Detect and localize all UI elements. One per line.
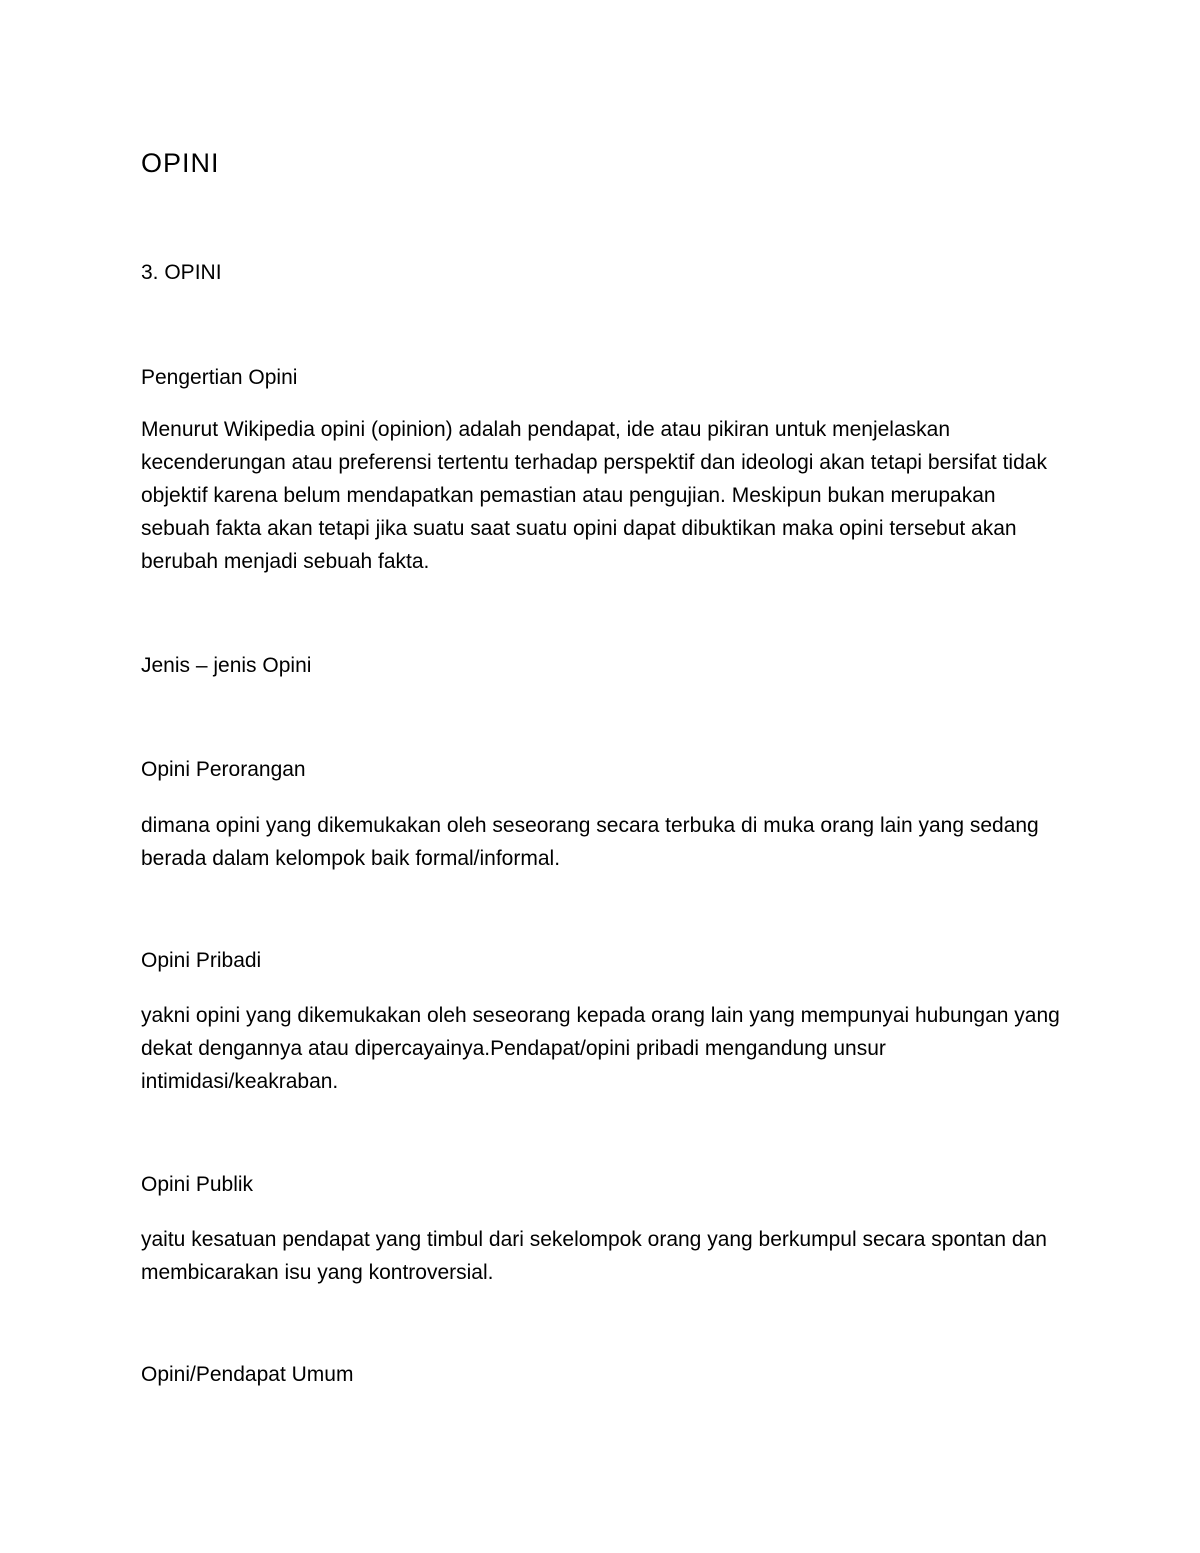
paragraph-opini-pribadi: yakni opini yang dikemukakan oleh seseorang kepada orang lain yang mempunyai hubungan yang dekat dengannya atau dipercayainya.Pendapat/opini pribadi mengandung unsur intimidasi/keakraban. xyxy=(141,1004,1060,1093)
heading-opini-pendapat-umum: Opini/Pendapat Umum xyxy=(141,1363,354,1386)
heading-opini-publik: Opini Publik xyxy=(141,1173,254,1196)
heading-jenis-opini: Jenis – jenis Opini xyxy=(141,654,312,677)
paragraph-opini-publik: yaitu kesatuan pendapat yang timbul dari sekelompok orang yang berkumpul secara spontan dan membicarakan isu yang kontroversial. xyxy=(141,1228,1047,1284)
document-title: OPINI xyxy=(141,148,220,178)
heading-opini-pribadi: Opini Pribadi xyxy=(141,949,262,972)
section-number-heading: 3. OPINI xyxy=(141,261,222,284)
paragraph-pengertian-opini: Menurut Wikipedia opini (opinion) adalah pendapat, ide atau pikiran untuk menjelaskan kecenderungan atau preferensi tertentu terhadap perspektif dan ideologi akan tetapi bersifat tidak objektif karena belum mendapatkan pemastian atau pengujian. Meskipun bukan merupakan sebuah fakta akan tetapi jika suatu saat suatu opini dapat dibuktikan maka opini tersebut akan berubah menjadi sebuah fakta. xyxy=(141,418,1047,573)
heading-opini-perorangan: Opini Perorangan xyxy=(141,758,306,781)
heading-pengertian-opini: Pengertian Opini xyxy=(141,366,298,389)
paragraph-opini-perorangan: dimana opini yang dikemukakan oleh seseorang secara terbuka di muka orang lain yang sedang berada dalam kelompok baik formal/informal. xyxy=(141,814,1039,870)
